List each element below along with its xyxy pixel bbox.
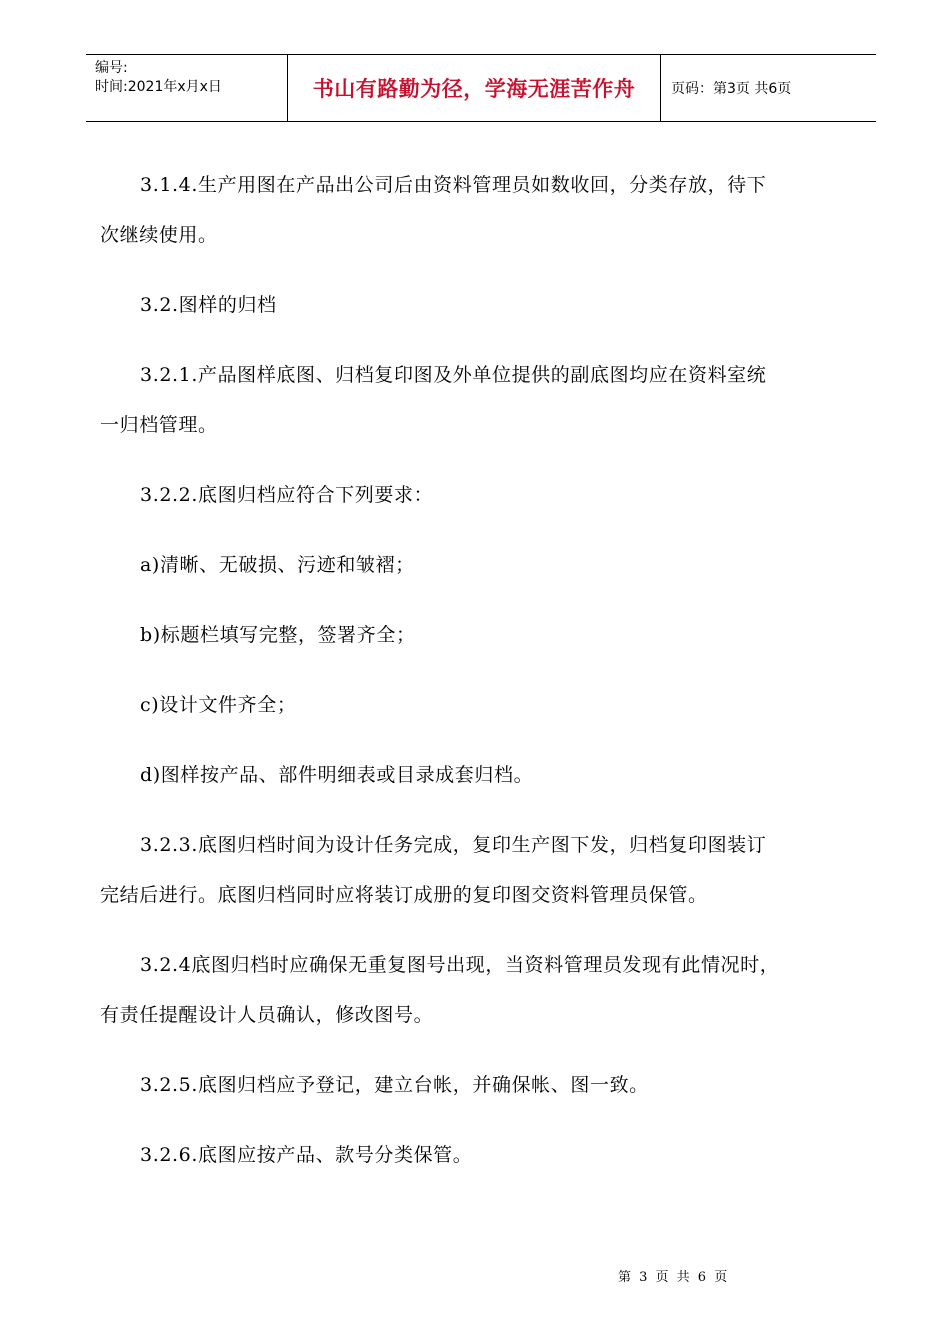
header-motto: 书山有路勤为径，学海无涯苦作舟 [288, 55, 661, 121]
section-heading [100, 280, 860, 330]
list-item [100, 750, 860, 800]
paragraph [100, 470, 860, 520]
header-page-info: 页码：第3页 共6页 [671, 81, 792, 97]
paragraph-line: 3.2.3.底图归档时间为设计任务完成，复印生产图下发，归档复印图装订 [140, 834, 767, 856]
paragraph-line: 有责任提醒设计人员确认，修改图号。 [100, 1004, 434, 1026]
document-body [100, 160, 860, 1200]
paragraph [100, 940, 860, 1040]
page-footer: 第 3 页 共 6 页 [618, 1270, 730, 1285]
paragraph-line: a)清晰、无破损、污迹和皱褶； [140, 554, 415, 576]
paragraph-line: 完结后进行。底图归档同时应将装订成册的复印图交资料管理员保管。 [100, 884, 708, 906]
paragraph [100, 1060, 860, 1110]
paragraph-line: 3.2.4底图归档时应确保无重复图号出现，当资料管理员发现有此情况时， [140, 954, 780, 976]
list-item [100, 680, 860, 730]
paragraph-line: c)设计文件齐全； [140, 694, 297, 716]
paragraph-line: 3.1.4.生产用图在产品出公司后由资料管理员如数收回，分类存放，待下 [140, 174, 767, 196]
paragraph-line: 次继续使用。 [100, 224, 218, 246]
paragraph [100, 1130, 860, 1180]
paragraph-line: 3.2.5.底图归档应予登记，建立台帐，并确保帐、图一致。 [140, 1074, 649, 1096]
paragraph-line: 3.2.1.产品图样底图、归档复印图及外单位提供的副底图均应在资料室统 [140, 364, 767, 386]
header-meta-cell [86, 55, 288, 121]
document-date-label: 时间:2021年x月x日 [95, 79, 222, 95]
document-header [86, 54, 876, 122]
paragraph [100, 820, 860, 920]
list-item [100, 540, 860, 590]
paragraph-line: 3.2.6.底图应按产品、款号分类保管。 [140, 1144, 473, 1166]
paragraph-line: 3.2.2.底图归档应符合下列要求： [140, 484, 434, 506]
paragraph [100, 160, 860, 260]
document-number-label: 编号: [95, 60, 128, 76]
paragraph-line: 一归档管理。 [100, 414, 218, 436]
paragraph-line: b)标题栏填写完整，签署齐全； [140, 624, 416, 646]
paragraph [100, 350, 860, 450]
paragraph-line: d)图样按产品、部件明细表或目录成套归档。 [140, 764, 534, 786]
paragraph-line: 3.2.图样的归档 [140, 294, 277, 316]
list-item [100, 610, 860, 660]
